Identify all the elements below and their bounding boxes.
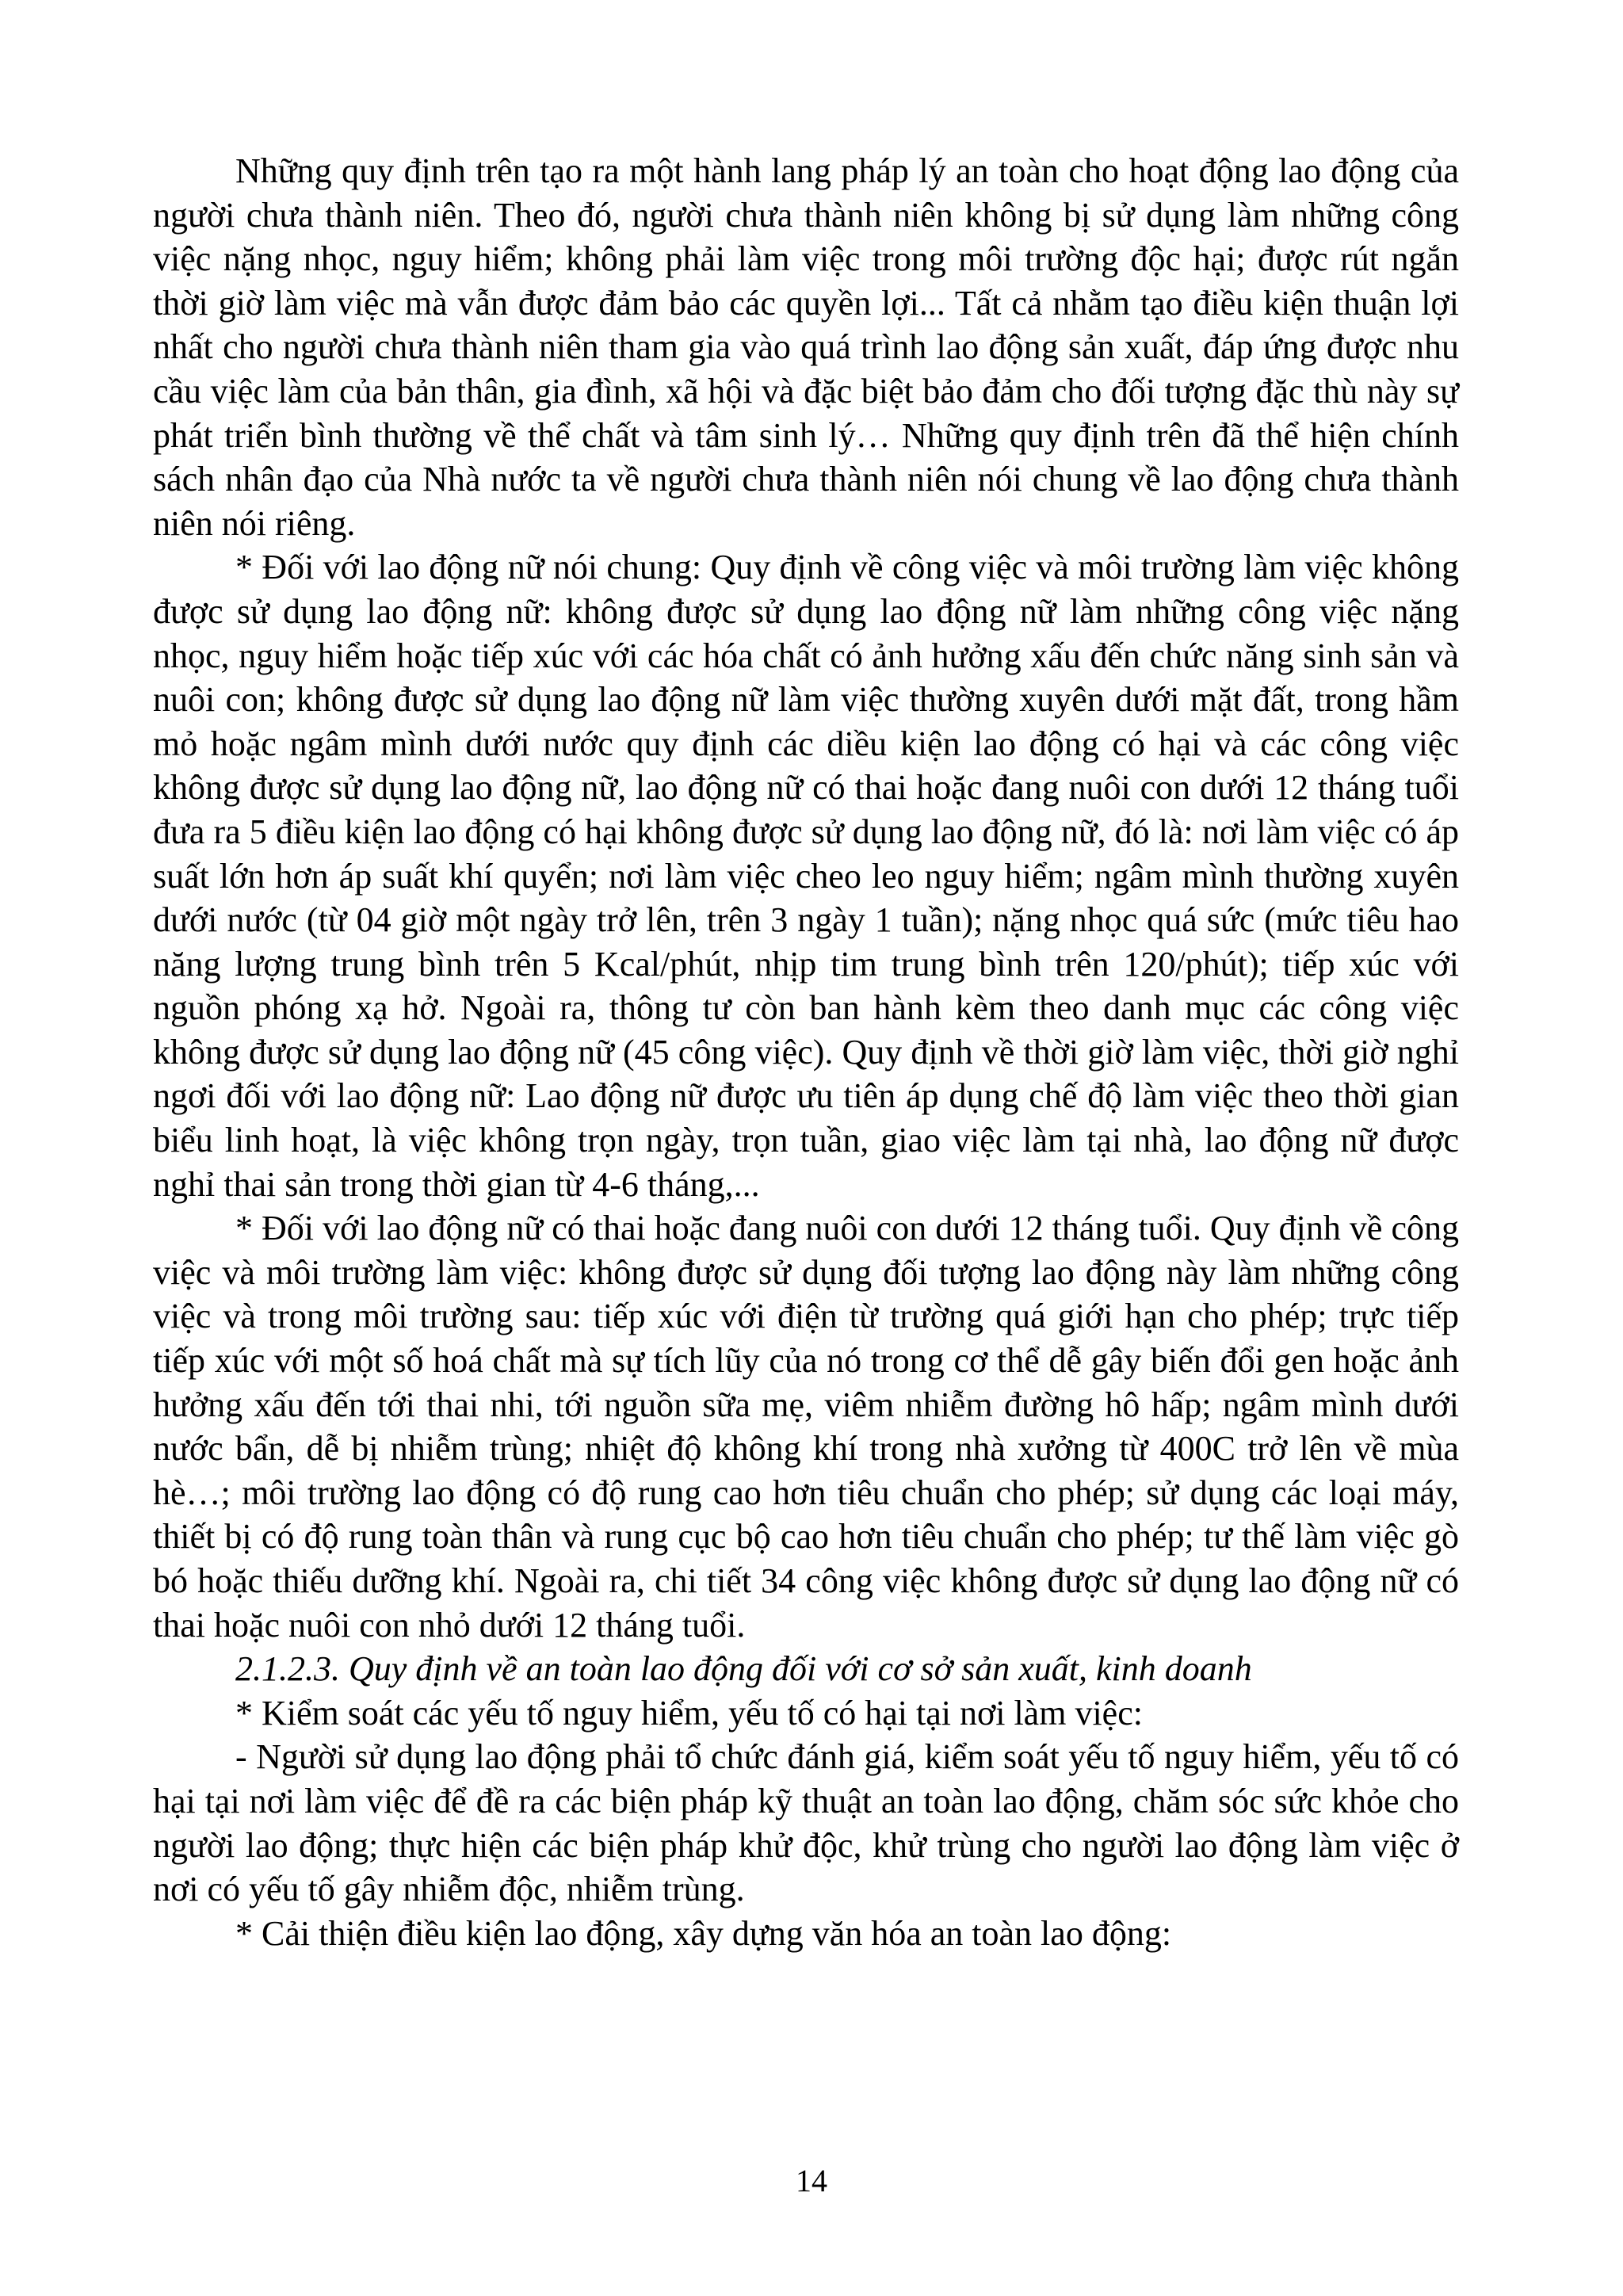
- paragraph-safety-culture-heading: * Cải thiện điều kiện lao động, xây dựng văn hóa an toàn lao động:: [235, 1913, 1172, 1953]
- paragraph-female-workers-general: * Đối với lao động nữ nói chung: Quy định về công việc và môi trường làm việc không được sử dụng lao động nữ: không được sử dụng lao động nữ làm những công việc nặng nhọc, nguy hiểm hoặc tiếp xúc với các hóa chất có ảnh hưởng xấu đến chức năng sinh sản và nuôi con; không được sử dụng lao động nữ làm việc thường xuyên dưới mặt đất, trong hầm mỏ hoặc ngâm mình dưới nước quy định các diều kiện lao động có hại và các công việc không được sử dụng lao động nữ, lao động nữ có thai hoặc đang nuôi con dưới 12 tháng tuổi đưa ra 5 điều kiện lao động có hại không được sử dụng lao động nữ, đó là: nơi làm việc có áp suất lớn hơn áp suất khí quyển; nơi làm việc cheo leo nguy hiểm; ngâm mình thường xuyên dưới nước (từ 04 giờ một ngày trở lên, trên 3 ngày 1 tuần); nặng nhọc quá sức (mức tiêu hao năng lượng trung bình trên 5 Kcal/phút, nhịp tim trung bình trên 120/phút); tiếp xúc với nguồn phóng xạ hở. Ngoài ra, thông tư còn ban hành kèm theo danh mục các công việc không được sử dụng lao động nữ (45 công việc). Quy định về thời giờ làm việc, thời giờ nghỉ ngơi đối với lao động nữ: Lao động nữ được ưu tiên áp dụng chế độ làm việc theo thời gian biểu linh hoạt, là việc không trọn ngày, trọn tuần, giao việc làm tại nhà, lao động nữ được nghỉ thai sản trong thời gian từ 4-6 tháng,...: [153, 548, 1459, 1204]
- paragraph-pregnant-workers: * Đối với lao động nữ có thai hoặc đang nuôi con dưới 12 tháng tuổi. Quy định về công việc và môi trường làm việc: không được sử dụng đối tượng lao động này làm những công việc và trong môi trường sau: tiếp xúc với điện từ trường quá giới hạn cho phép; trực tiếp tiếp xúc với một số hoá chất mà sự tích lũy của nó trong cơ thể dễ gây biến đổi gen hoặc ảnh hưởng xấu đến tới thai nhi, tới nguồn sữa mẹ, viêm nhiễm đường hô hấp; ngâm mình dưới nước bẩn, dễ bị nhiễm trùng; nhiệt độ không khí trong nhà xưởng từ 400C trở lên về mùa hè…; môi trường lao động có độ rung cao hơn tiêu chuẩn cho phép; sử dụng các loại máy, thiết bị có độ rung toàn thân và rung cục bộ cao hơn tiêu chuẩn cho phép; tư thế làm việc gò bó hoặc thiếu dưỡng khí. Ngoài ra, chi tiết 34 công việc không được sử dụng lao động nữ có thai hoặc nuôi con nhỏ dưới 12 tháng tuổi.: [153, 1209, 1459, 1645]
- paragraph-hazard-control-heading: * Kiểm soát các yếu tố nguy hiểm, yếu tố có hại tại nơi làm việc:: [235, 1693, 1143, 1733]
- document-body: [153, 149, 1459, 1955]
- page-number: 14: [796, 2163, 827, 2199]
- paragraph-employer-obligations: - Người sử dụng lao động phải tổ chức đánh giá, kiểm soát yếu tố nguy hiểm, yếu tố có hại tại nơi làm việc để đề ra các biện pháp kỹ thuật an toàn lao động, chăm sóc sức khỏe cho người lao động; thực hiện các biện pháp khử độc, khử trùng cho người lao động làm việc ở nơi có yếu tố gây nhiễm độc, nhiễm trùng.: [153, 1737, 1459, 1909]
- section-heading: 2.1.2.3. Quy định về an toàn lao động đối với cơ sở sản xuất, kinh doanh: [235, 1649, 1252, 1689]
- paragraph-minor-workers-summary: Những quy định trên tạo ra một hành lang pháp lý an toàn cho hoạt động lao động của người chưa thành niên. Theo đó, người chưa thành niên không bị sử dụng làm những công việc nặng nhọc, nguy hiểm; không phải làm việc trong môi trường độc hại; được rút ngắn thời giờ làm việc mà vẫn được đảm bảo các quyền lợi... Tất cả nhằm tạo điều kiện thuận lợi nhất cho người chưa thành niên tham gia vào quá trình lao động sản xuất, đáp ứng được nhu cầu việc làm của bản thân, gia đình, xã hội và đặc biệt bảo đảm cho đối tượng đặc thù này sự phát triển bình thường về thể chất và tâm sinh lý… Những quy định trên đã thể hiện chính sách nhân đạo của Nhà nước ta về người chưa thành niên nói chung về lao động chưa thành niên nói riêng.: [153, 151, 1459, 543]
